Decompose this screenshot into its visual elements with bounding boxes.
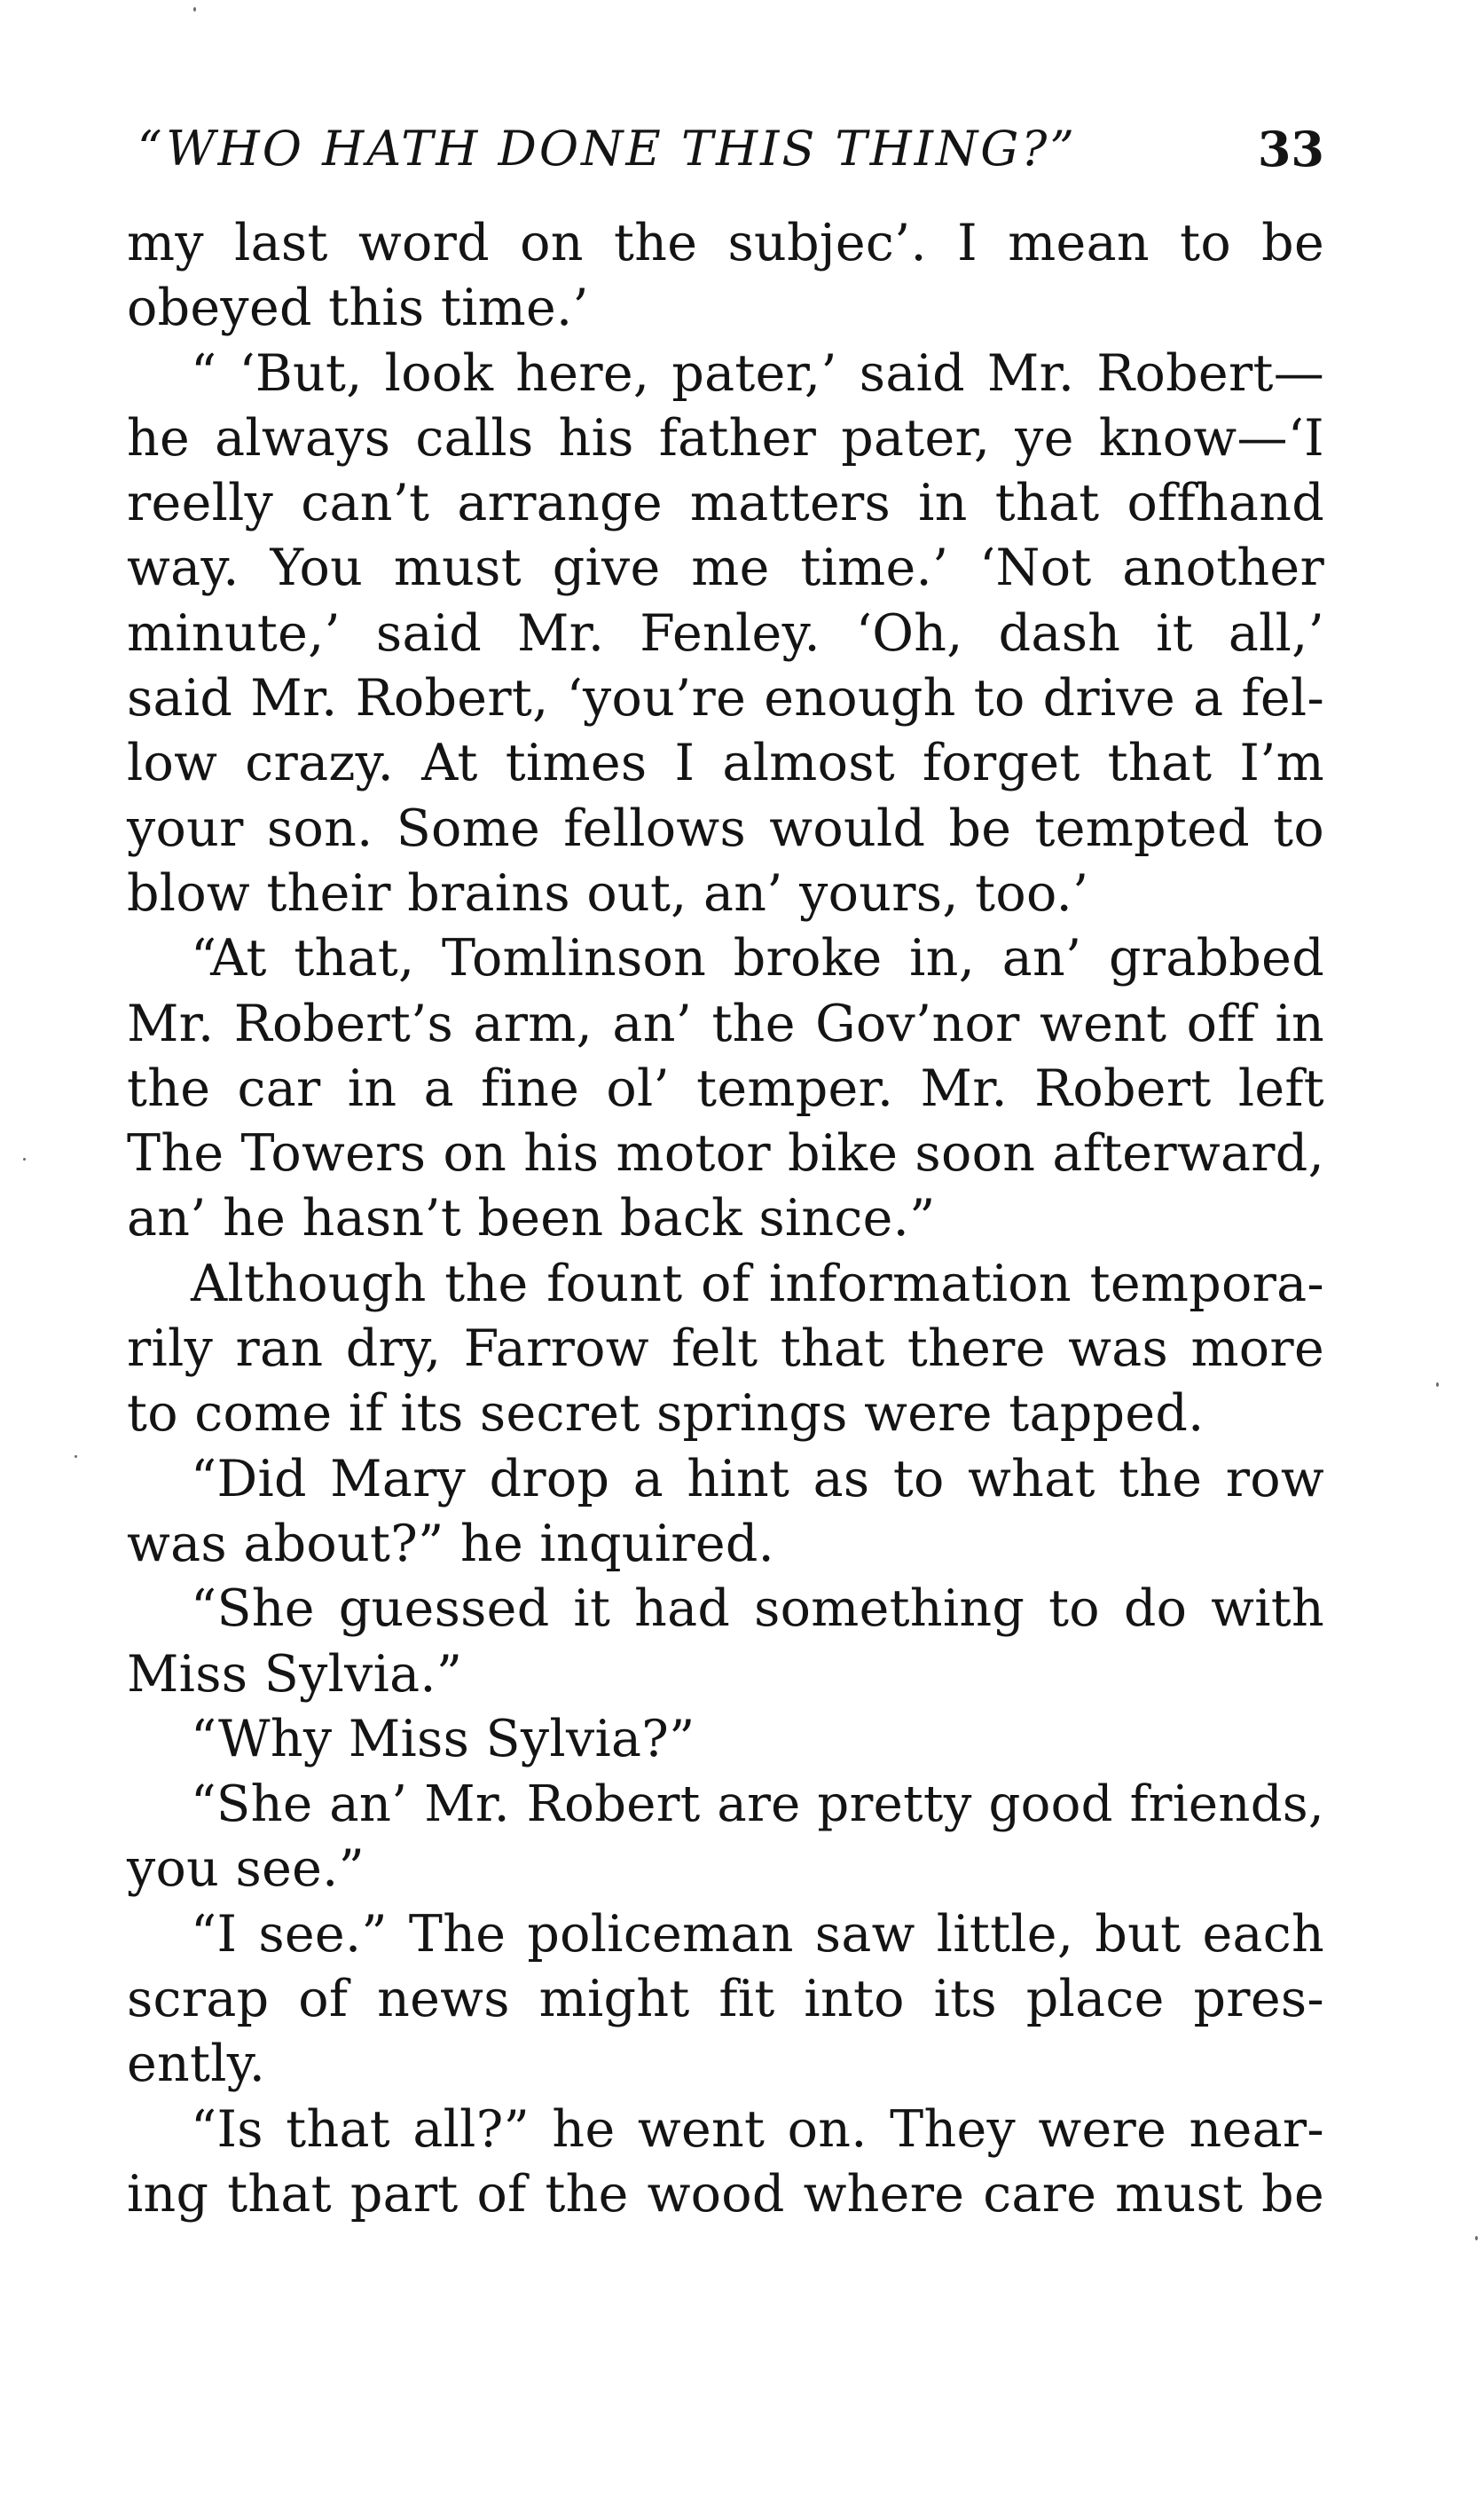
text-line: “ ‘But, look here, pater,’ said Mr. Robert— [191, 343, 1324, 403]
scan-speck [1475, 2236, 1478, 2240]
text-line: Mr. Robert’s arm, an’ the Gov’nor went off in [127, 994, 1324, 1053]
text-line: obeyed this time.’ [127, 279, 589, 338]
scan-speck [193, 7, 196, 12]
text-line: “Why Miss Sylvia?” [191, 1709, 695, 1768]
text-line: “She an’ Mr. Robert are pretty good friends, [191, 1775, 1324, 1834]
text-line: “She guessed it had something to do with [191, 1579, 1324, 1639]
scan-speck [23, 1158, 26, 1161]
text-line: was about?” he inquired. [127, 1514, 775, 1573]
body-text [127, 211, 1324, 2227]
text-line: your son. Some fellows would be tempted to [127, 799, 1324, 858]
running-head [124, 114, 1324, 185]
text-line: he always calls his father pater, ye know—‘I [127, 408, 1324, 468]
text-line: Although the fount of information tempora- [191, 1254, 1324, 1313]
scan-speck [75, 1455, 77, 1458]
text-line: “At that, Tomlinson broke in, an’ grabbed [191, 929, 1324, 988]
text-line: the car in a fine ol’ temper. Mr. Robert left [127, 1059, 1324, 1118]
text-line: scrap of news might fit into its place pres- [127, 1970, 1324, 2029]
text-line: Miss Sylvia.” [127, 1644, 463, 1704]
text-line: minute,’ said Mr. Fenley. ‘Oh, dash it all,’ [127, 603, 1324, 663]
text-line: ently. [127, 2035, 266, 2094]
scan-speck [1436, 1382, 1439, 1387]
running-title: “WHO HATH DONE THIS THING?” [137, 121, 1077, 177]
text-line: said Mr. Robert, ‘you’re enough to drive a fel- [127, 669, 1324, 728]
text-line: “Is that all?” he went on. They were near- [191, 2099, 1324, 2159]
text-line: The Towers on his motor bike soon afterward, [127, 1124, 1324, 1184]
text-line: to come if its secret springs were tapped. [127, 1384, 1205, 1444]
text-line: rily ran dry, Farrow felt that there was more [127, 1319, 1324, 1379]
text-line: “I see.” The policeman saw little, but each [191, 1904, 1324, 1964]
text-line: an’ he hasn’t been back since.” [127, 1189, 936, 1248]
text-line: “Did Mary drop a hint as to what the row [191, 1449, 1324, 1508]
text-line: my last word on the subjec’. I mean to be [127, 214, 1324, 272]
text-line: you see.” [127, 1839, 365, 1899]
page-number: 33 [1257, 121, 1324, 177]
text-line: ing that part of the wood where care must be [127, 2164, 1324, 2224]
text-line: blow their brains out, an’ yours, too.’ [127, 863, 1089, 923]
text-line: way. You must give me time.’ ‘Not another [127, 539, 1324, 598]
text-line: reelly can’t arrange matters in that offhand [127, 474, 1324, 533]
text-line: low crazy. At times I almost forget that I’m [127, 734, 1324, 793]
